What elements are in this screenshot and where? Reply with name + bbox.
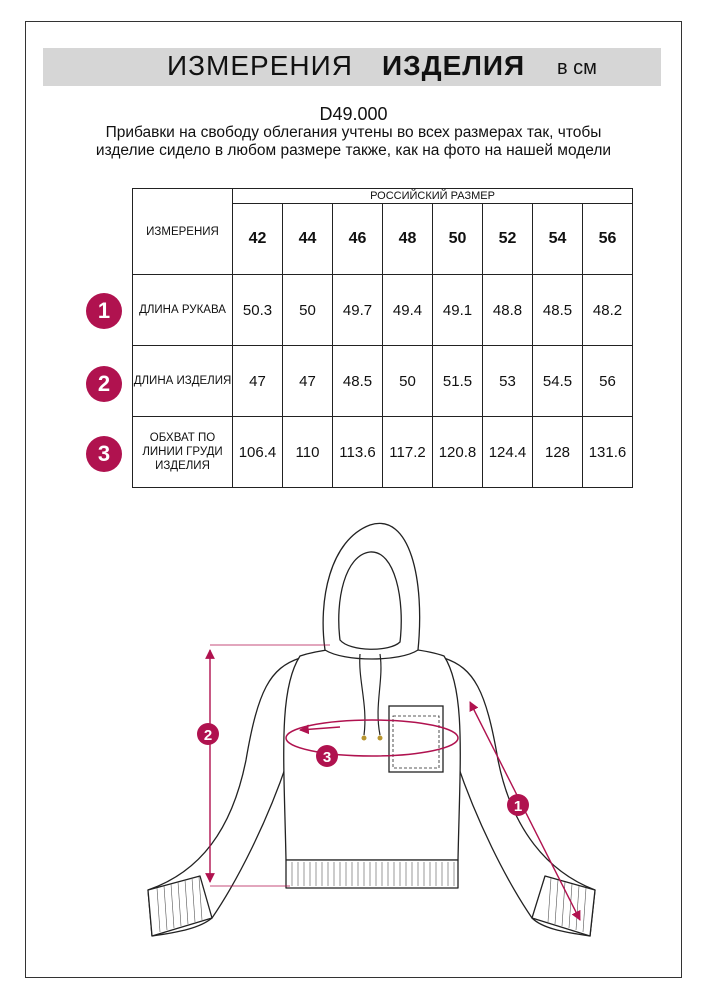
left-cuff — [148, 876, 212, 936]
size-cell: 50 — [433, 204, 483, 275]
title-part-1: ИЗМЕРЕНИЯ — [167, 50, 353, 81]
size-system-header: РОССИЙСКИЙ РАЗМЕР — [233, 189, 633, 204]
row-label: ОБХВАТ ПО ЛИНИИ ГРУДИ ИЗДЕЛИЯ — [133, 417, 233, 488]
value-cell: 47 — [283, 346, 333, 417]
waistband — [286, 860, 458, 888]
row-2-badge: 2 — [86, 366, 122, 402]
title-part-2: ИЗДЕЛИЯ — [382, 50, 526, 81]
value-cell: 50.3 — [233, 275, 283, 346]
marker-3: 3 — [322, 749, 332, 766]
value-cell: 131.6 — [583, 417, 633, 488]
size-cell: 42 — [233, 204, 283, 275]
value-cell: 48.2 — [583, 275, 633, 346]
value-cell: 49.1 — [433, 275, 483, 346]
value-cell: 49.7 — [333, 275, 383, 346]
row-label: ДЛИНА РУКАВА — [133, 275, 233, 346]
marker-2: 2 — [203, 727, 213, 744]
value-cell: 106.4 — [233, 417, 283, 488]
size-cell: 46 — [333, 204, 383, 275]
value-cell: 50 — [283, 275, 333, 346]
value-cell: 48.5 — [533, 275, 583, 346]
value-cell: 117.2 — [383, 417, 433, 488]
value-cell: 51.5 — [433, 346, 483, 417]
size-cell: 54 — [533, 204, 583, 275]
value-cell: 113.6 — [333, 417, 383, 488]
row-label: ДЛИНА ИЗДЕЛИЯ — [133, 346, 233, 417]
row-3-badge: 3 — [86, 436, 122, 472]
size-cell: 44 — [283, 204, 333, 275]
measure-header: ИЗМЕРЕНИЯ — [133, 189, 233, 275]
value-cell: 50 — [383, 346, 433, 417]
value-cell: 48.5 — [333, 346, 383, 417]
value-cell: 47 — [233, 346, 283, 417]
unit-label: в см — [557, 57, 597, 79]
fit-note: Прибавки на свободу облегания учтены во всех размерах так, чтобы изделие сидело в любом размере также, как на фото на нашей модели — [95, 124, 612, 159]
value-cell: 54.5 — [533, 346, 583, 417]
value-cell: 48.8 — [483, 275, 533, 346]
body — [284, 647, 461, 860]
value-cell: 53 — [483, 346, 533, 417]
value-cell: 128 — [533, 417, 583, 488]
model-code: D49.000 — [319, 104, 388, 124]
size-cell: 56 — [583, 204, 633, 275]
value-cell: 124.4 — [483, 417, 533, 488]
value-cell: 120.8 — [433, 417, 483, 488]
value-cell: 56 — [583, 346, 633, 417]
value-cell: 49.4 — [383, 275, 433, 346]
size-cell: 52 — [483, 204, 533, 275]
value-cell: 110 — [283, 417, 333, 488]
row-1-badge: 1 — [86, 293, 122, 329]
size-cell: 48 — [383, 204, 433, 275]
marker-1: 1 — [513, 798, 523, 815]
